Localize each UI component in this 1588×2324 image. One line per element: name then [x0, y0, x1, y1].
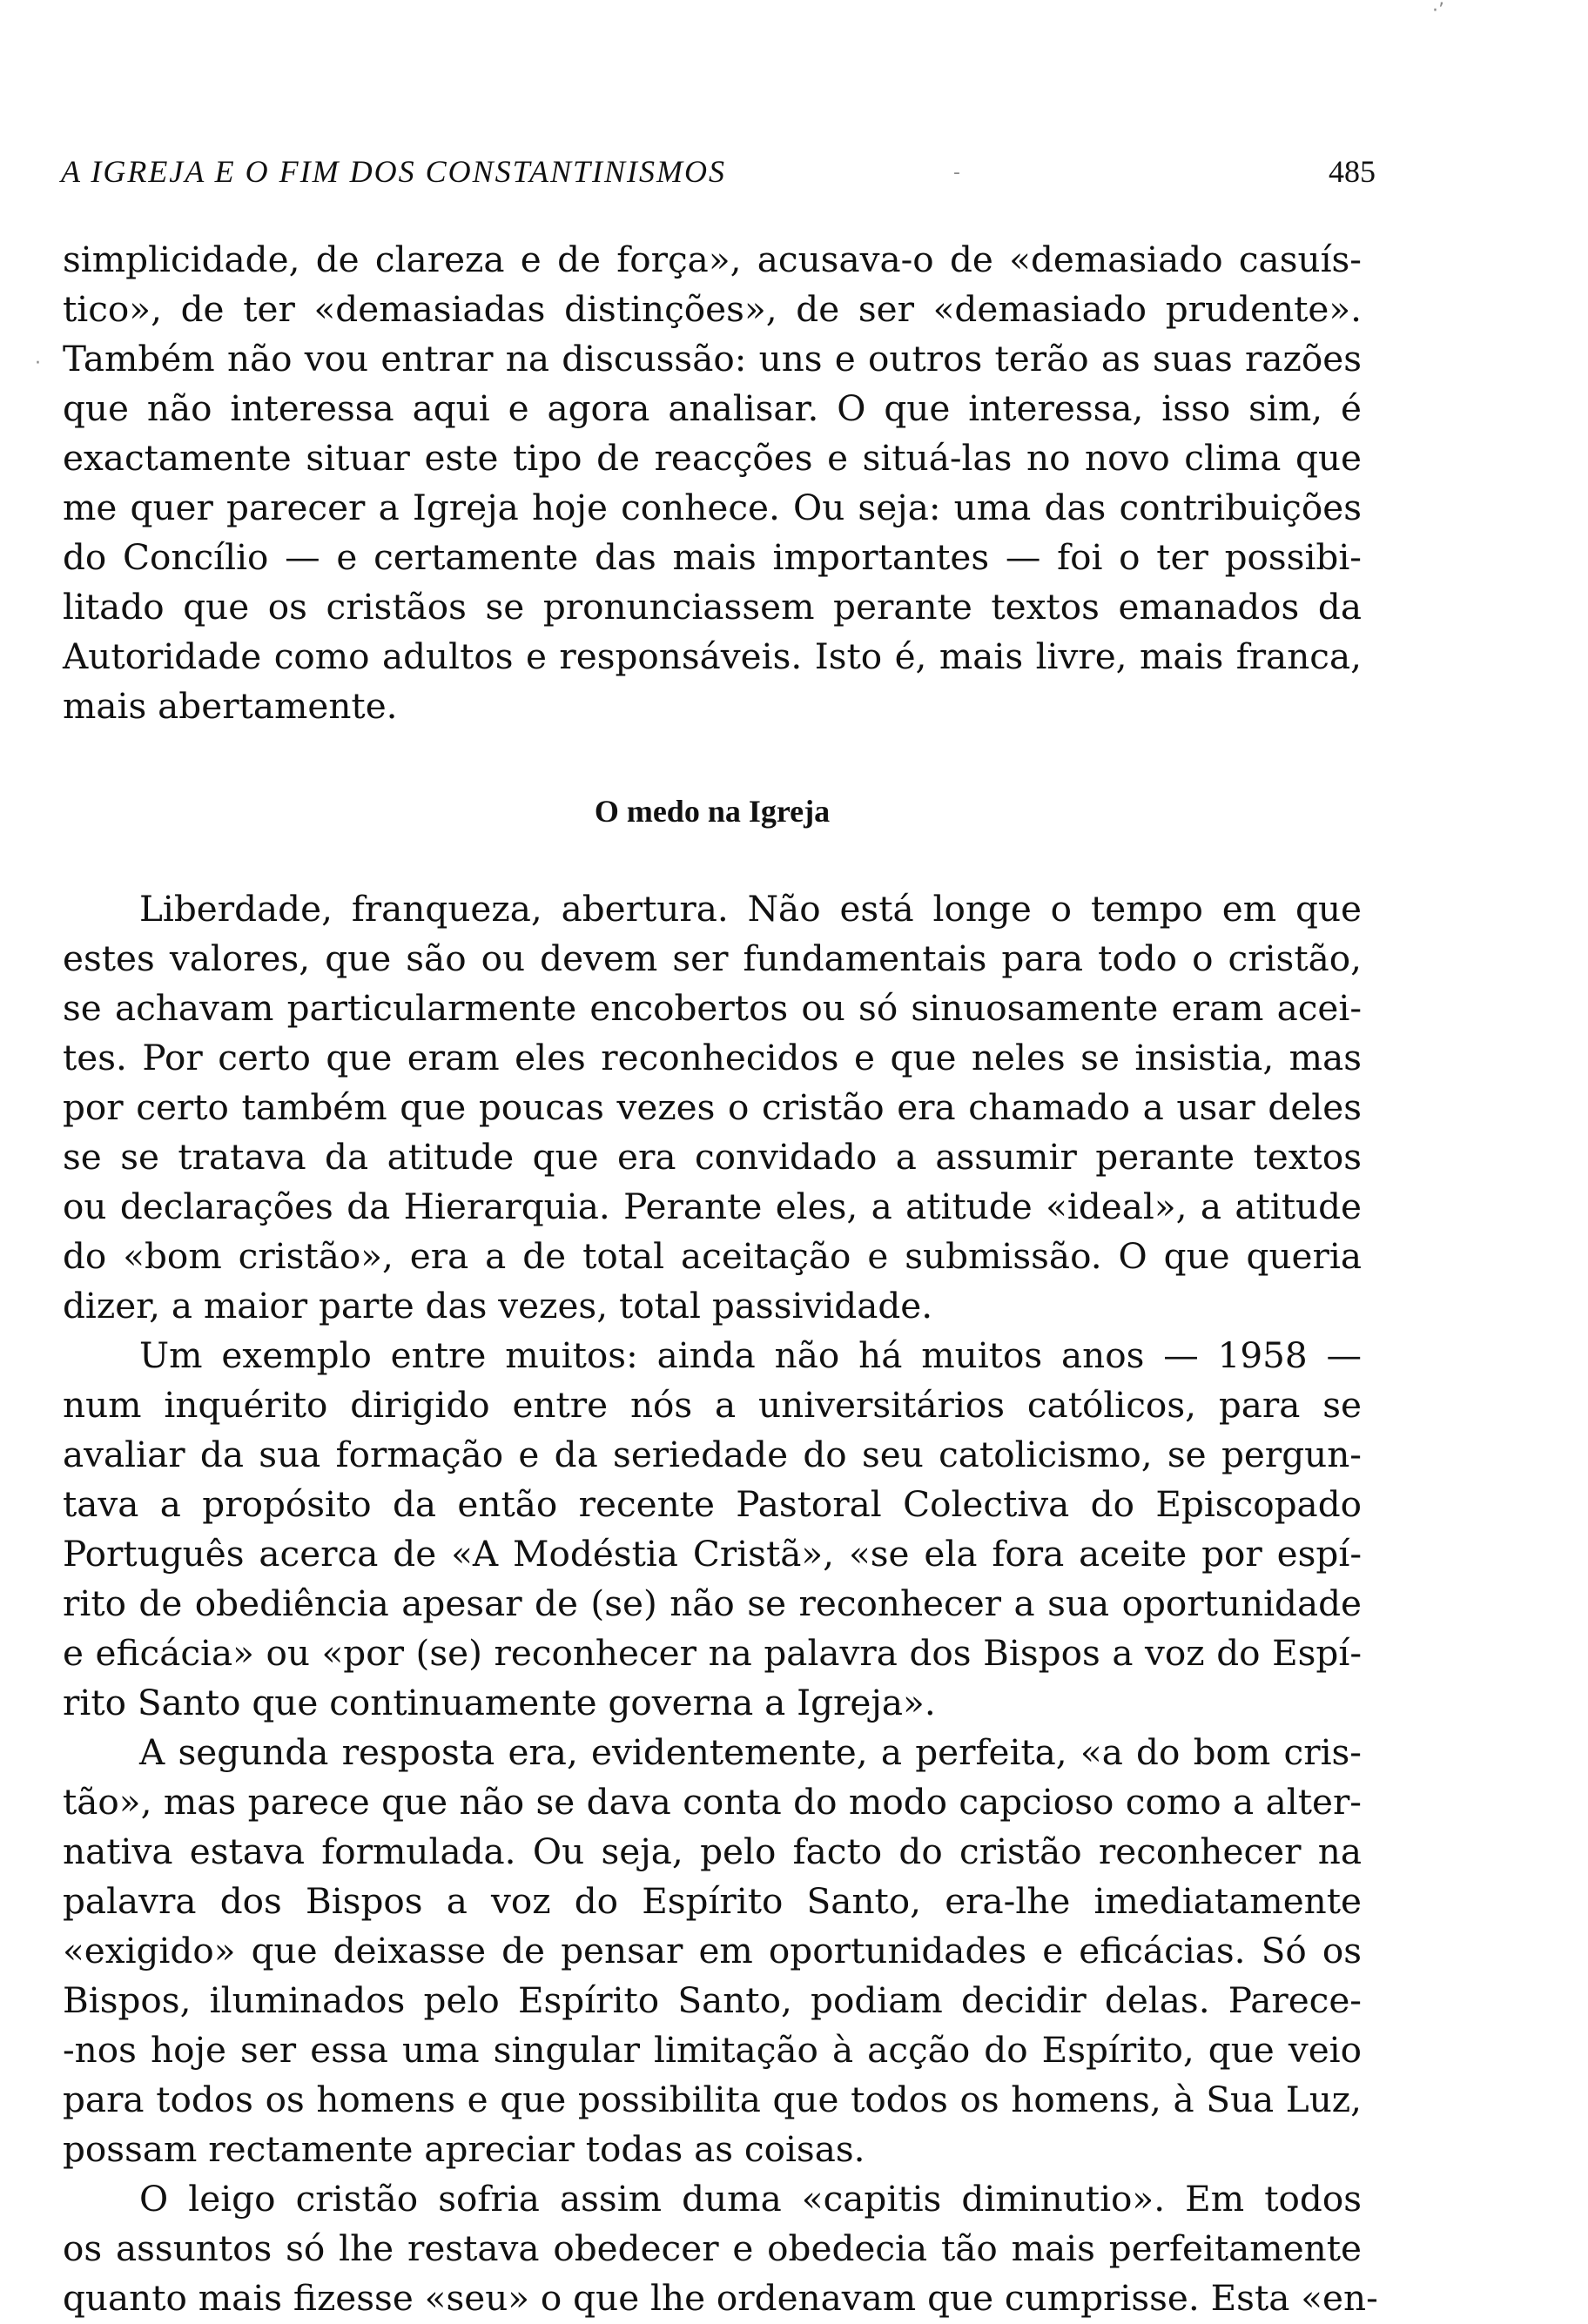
paragraph-1 [63, 235, 1362, 731]
paragraph-4 [63, 1728, 1362, 2174]
text-line: -nos hoje ser essa uma singular limitação à acção do Espírito, que veio [63, 2029, 1362, 2071]
text-line: rito de obediência apesar de (se) não se reconhecer a sua oportunidade [63, 1582, 1362, 1624]
text-line: possam rectamente apreciar todas as coisas. [63, 2128, 865, 2170]
text-line: tes. Por certo que eram eles reconhecidos e que neles se insistia, mas [63, 1037, 1362, 1078]
text-line: quanto mais fizesse «seu» o que lhe ordenavam que cumprisse. Esta «en- [63, 2277, 1378, 2319]
text-line: Português acerca de «A Modéstia Cristã», «se ela fora aceite por espí- [63, 1533, 1362, 1575]
page-number: 485 [1329, 154, 1376, 189]
text-line: rito Santo que continuamente governa a Igreja». [63, 1682, 936, 1723]
text-line: Um exemplo entre muitos: ainda não há muitos anos — 1958 — [139, 1334, 1362, 1376]
text-line: A segunda resposta era, evidentemente, a perfeita, «a do bom cris- [139, 1731, 1362, 1773]
paragraph-5 [63, 2174, 1378, 2323]
text-line: tava a propósito da então recente Pastoral Colectiva do Episcopado [63, 1483, 1362, 1525]
text-line: Bispos, iluminados pelo Espírito Santo, podiam decidir delas. Parece- [63, 1979, 1362, 2021]
text-line: se se tratava da atitude que era convidado a assumir perante textos [63, 1136, 1362, 1178]
text-line: «exigido» que deixasse de pensar em oportunidades e eficácias. Só os [63, 1930, 1362, 1971]
scan-speck: - [953, 162, 960, 184]
scan-speck: ·’ [1432, 0, 1444, 22]
text-line: os assuntos só lhe restava obedecer e obedecia tão mais perfeitamente [63, 2227, 1362, 2269]
text-line: e eficácia» ou «por (se) reconhecer na palavra dos Bispos a voz do Espí- [63, 1632, 1362, 1674]
running-header [61, 153, 1376, 205]
text-line: ou declarações da Hierarquia. Perante eles, a atitude «ideal», a atitude [63, 1186, 1362, 1227]
text-line: que não interessa aqui e agora analisar. O que interessa, isso sim, é [63, 387, 1362, 429]
text-line: tico», de ter «demasiadas distinções», de ser «demasiado prudente». [63, 288, 1362, 330]
scan-speck: · [35, 353, 41, 374]
text-line: me quer parecer a Igreja hoje conhece. Ou seja: uma das contribuições [63, 487, 1362, 528]
text-line: Também não vou entrar na discussão: uns e outros terão as suas razões [63, 338, 1362, 379]
text-line: se achavam particularmente encobertos ou só sinuosamente eram acei- [63, 987, 1362, 1029]
text-line: por certo também que poucas vezes o cristão era chamado a usar deles [63, 1086, 1362, 1128]
text-line: Liberdade, franqueza, abertura. Não está longe o tempo em que [139, 888, 1362, 930]
body-text [63, 235, 1378, 2323]
text-line: simplicidade, de clareza e de força», acusava-o de «demasiado casuís- [63, 238, 1362, 280]
text-line: para todos os homens e que possibilita que todos os homens, à Sua Luz, [63, 2079, 1362, 2120]
text-line: do «bom cristão», era a de total aceitação e submissão. O que queria [63, 1235, 1362, 1277]
text-line: Autoridade como adultos e responsáveis. Isto é, mais livre, mais franca, [63, 635, 1362, 677]
text-line: estes valores, que são ou devem ser fundamentais para todo o cristão, [63, 937, 1362, 979]
text-line: num inquérito dirigido entre nós a universitários católicos, para se [63, 1384, 1362, 1426]
text-line: O leigo cristão sofria assim duma «capitis diminutio». Em todos [139, 2178, 1362, 2220]
running-title: A IGREJA E O FIM DOS CONSTANTINISMOS [61, 154, 726, 189]
paragraph-3 [63, 1331, 1362, 1728]
paragraph-2 [63, 884, 1362, 1331]
text-line: nativa estava formulada. Ou seja, pelo facto do cristão reconhecer na [63, 1830, 1362, 1872]
text-line: exactamente situar este tipo de reacções e situá-las no novo clima que [63, 437, 1362, 479]
text-line: palavra dos Bispos a voz do Espírito Santo, era-lhe imediatamente [63, 1880, 1362, 1922]
text-line: do Concílio — e certamente das mais importantes — foi o ter possibi- [63, 536, 1362, 578]
text-line: tão», mas parece que não se dava conta do modo capcioso como a alter- [63, 1781, 1362, 1823]
text-line: dizer, a maior parte das vezes, total passividade. [63, 1285, 933, 1327]
section-heading: O medo na Igreja [594, 794, 831, 829]
text-line: avaliar da sua formação e da seriedade do seu catolicismo, se pergun- [63, 1434, 1362, 1475]
text-line: litado que os cristãos se pronunciassem perante textos emanados da [63, 586, 1362, 628]
text-line: mais abertamente. [63, 685, 398, 727]
